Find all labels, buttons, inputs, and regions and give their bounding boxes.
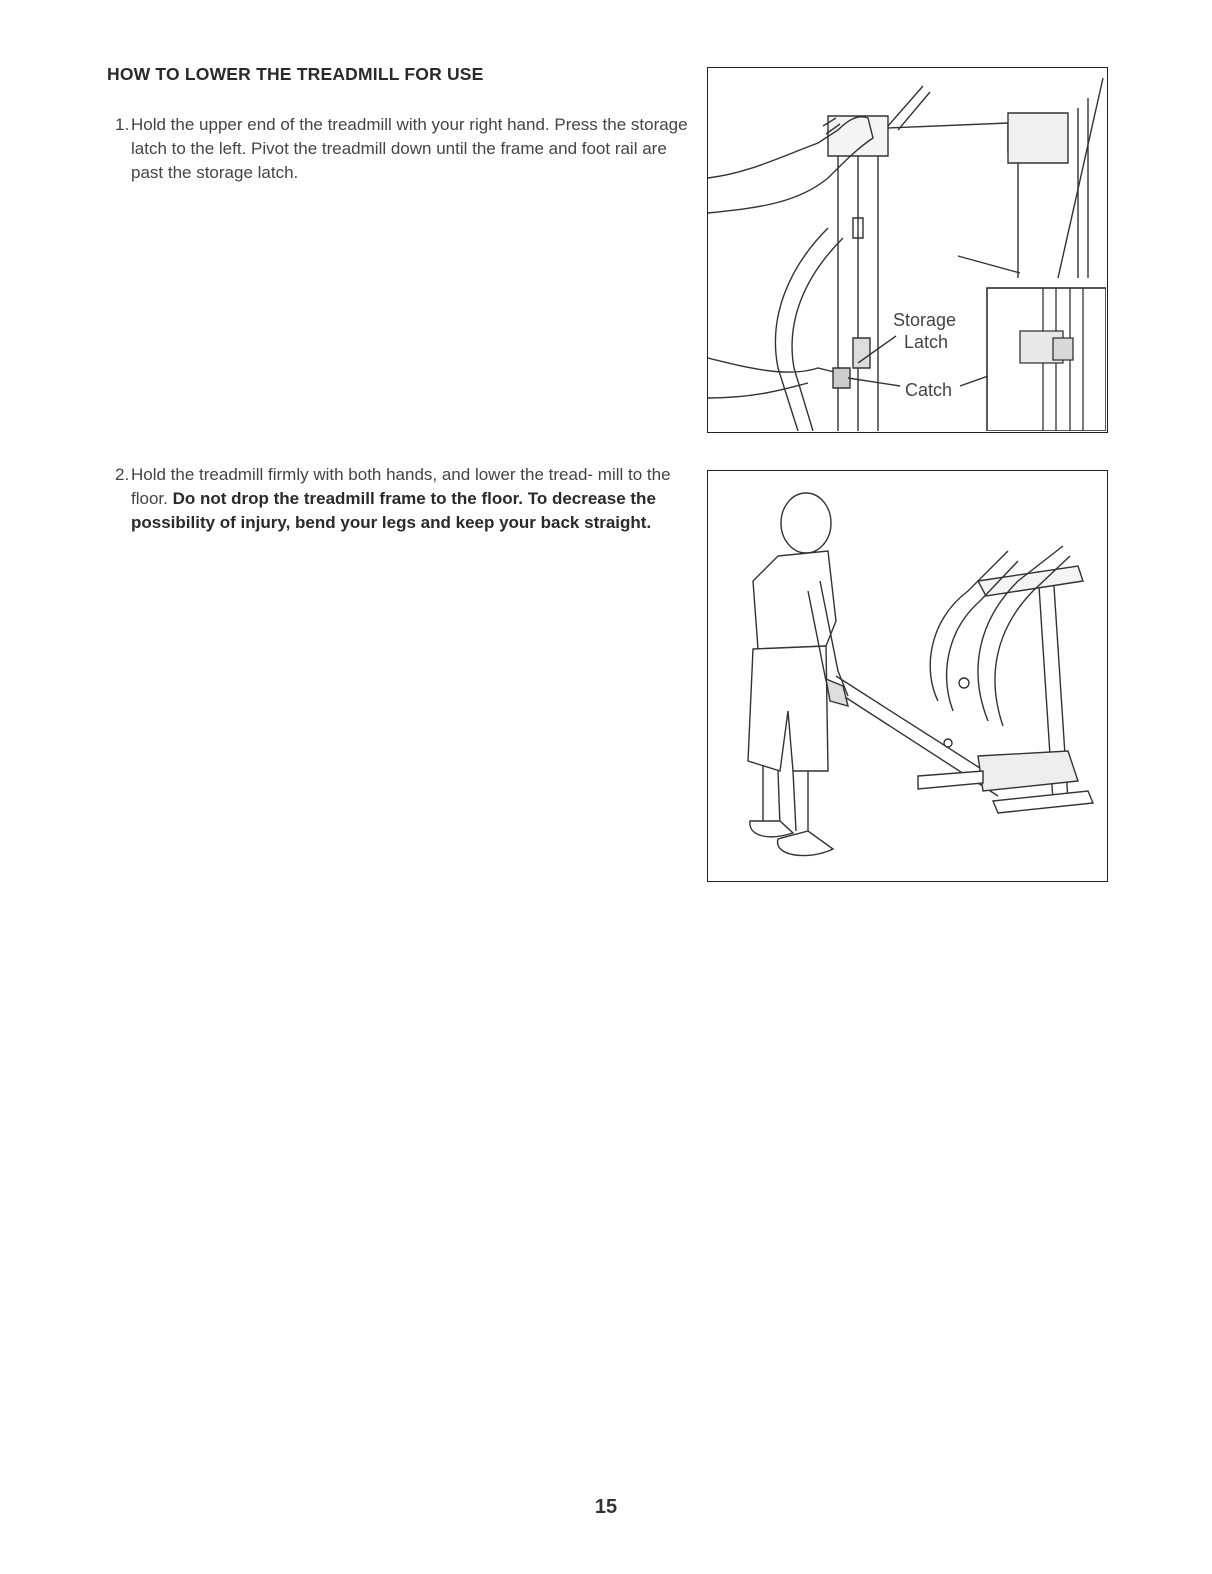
step-2-warning: Do not drop the treadmill frame to the floor. To decrease the possibility of injury, bend your legs and keep your back straight. <box>131 489 656 532</box>
callout-catch: Catch <box>905 380 953 400</box>
storage-latch-illustration <box>708 68 1106 431</box>
callout-latch: Latch <box>904 332 949 352</box>
step-1 <box>115 113 690 185</box>
callout-storage: Storage <box>893 310 957 330</box>
lowering-treadmill-illustration <box>708 471 1106 880</box>
step-2-text: Hold the treadmill firmly with both hands, and lower the tread- mill to the floor. <box>131 465 671 508</box>
step-2 <box>115 463 690 535</box>
step-1-text: Hold the upper end of the treadmill with your right hand. Press the storage latch to the left. Pivot the treadmill down until the frame and foot rail are past the storage latch. <box>131 115 688 182</box>
figure-storage-latch <box>707 67 1108 433</box>
step-1-number: 1. <box>115 115 130 134</box>
figure-lowering-treadmill <box>707 470 1108 882</box>
section-heading: HOW TO LOWER THE TREADMILL FOR USE <box>107 64 484 84</box>
step-2-number: 2. <box>115 465 130 484</box>
step-2-body <box>131 463 690 535</box>
page-number: 15 <box>594 1496 618 1518</box>
